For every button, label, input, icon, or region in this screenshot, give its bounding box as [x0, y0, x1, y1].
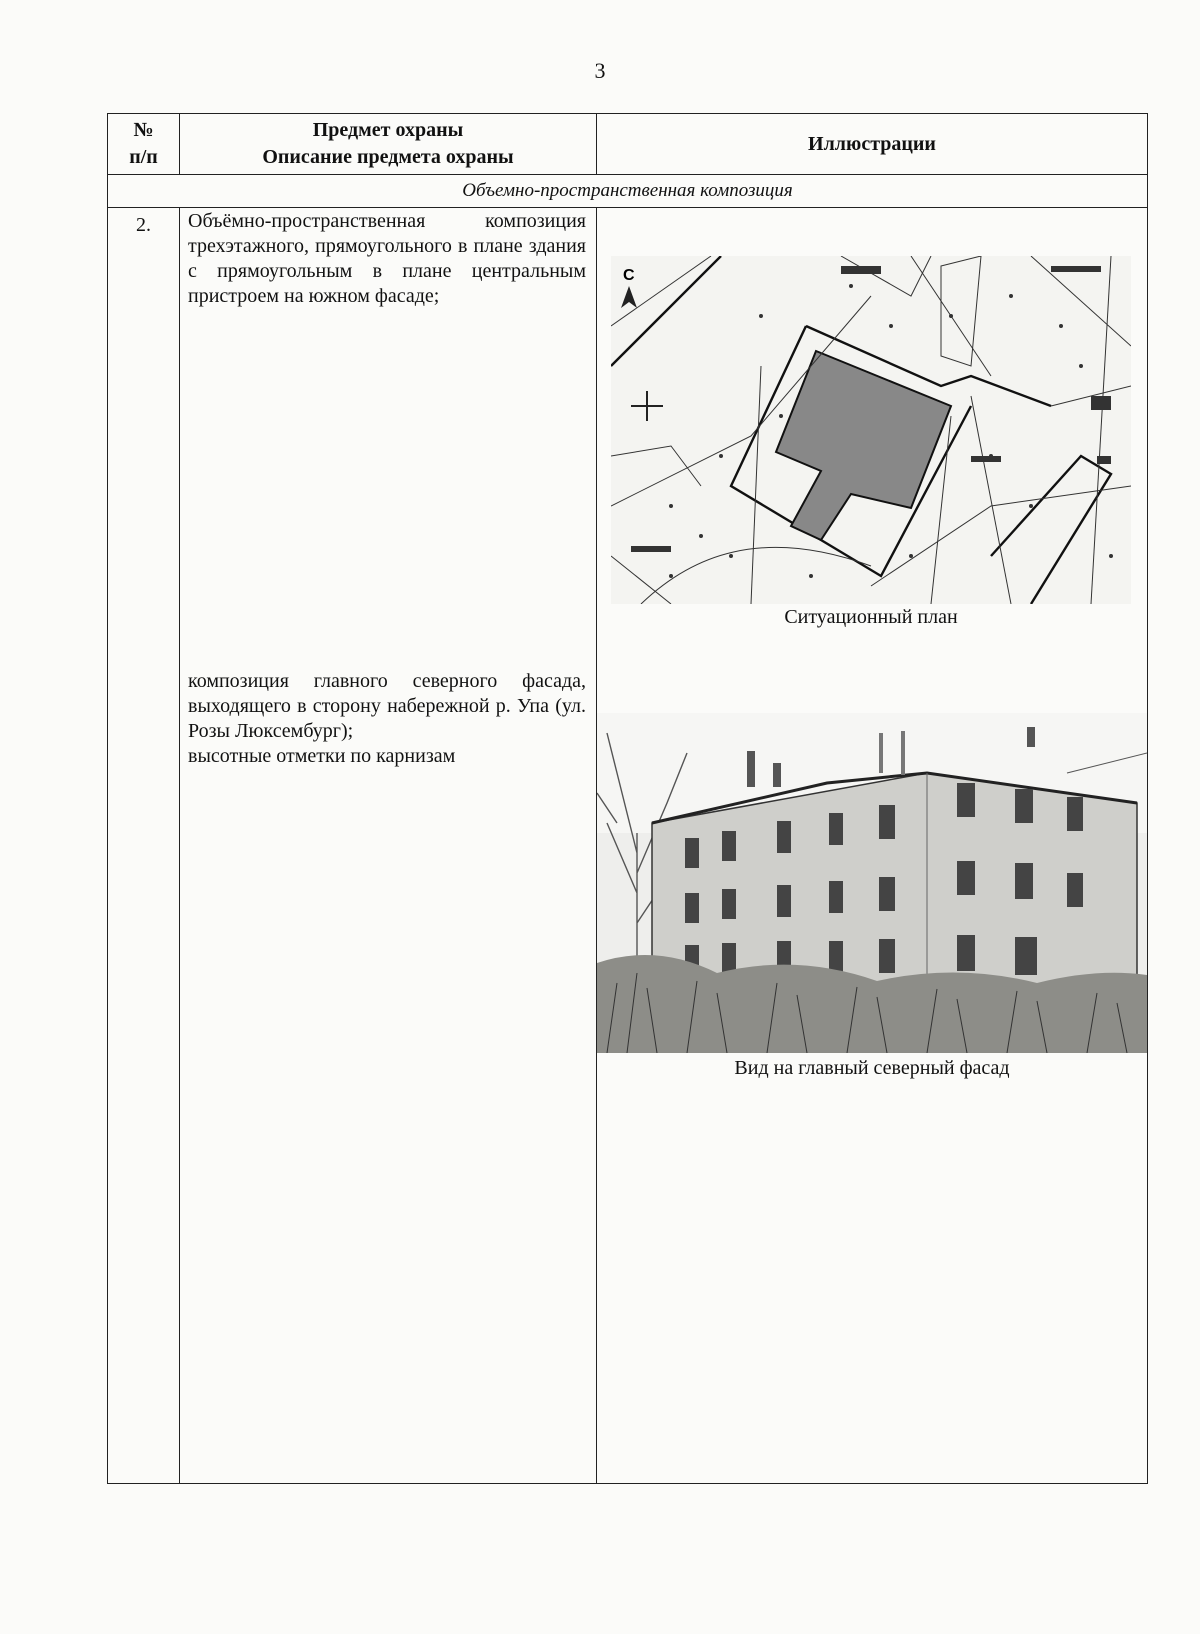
- row-description: [180, 208, 597, 1484]
- description-text-2: композиция главного северного фасада, выходящего в сторону набережной р. Упа (ул. Розы Люксембург);: [188, 670, 586, 742]
- table-header-row: [108, 114, 1148, 175]
- row-illustrations: [597, 208, 1148, 1484]
- description-facade: [180, 669, 596, 769]
- description-text-3: высотные отметки по карнизам: [188, 745, 456, 767]
- north-label: С: [623, 267, 635, 284]
- table-row: [108, 208, 1148, 1484]
- facade-photo-image: [597, 713, 1147, 1053]
- section-row: [108, 175, 1148, 208]
- situation-plan-image: [611, 256, 1131, 604]
- page-number: 3: [594, 58, 606, 83]
- facade-photo-caption: Вид на главный северный фасад: [734, 1057, 1010, 1079]
- row-number: 2.: [108, 208, 180, 1484]
- section-title: Объемно-пространственная композиция: [108, 175, 1148, 208]
- header-number: [108, 114, 180, 175]
- situation-plan-caption: Ситуационный план: [784, 606, 958, 628]
- header-subject-line1: Предмет охраны: [312, 119, 464, 141]
- facade-photo: [597, 713, 1147, 1080]
- header-subject-line2: Описание предмета охраны: [262, 146, 514, 168]
- header-number-line1: №: [133, 119, 154, 141]
- protection-subject-table: [107, 113, 1148, 1484]
- header-subject: [180, 114, 597, 175]
- description-volume: [180, 209, 596, 309]
- situation-plan: [611, 256, 1131, 629]
- header-illustrations: Иллюстрации: [597, 114, 1148, 175]
- header-number-line2: п/п: [129, 146, 158, 168]
- description-text-1: Объёмно-пространственная композиция трехэтажного, прямоугольного в плане здания с прямоугольным в плане центральным пристроем на южном фасаде;: [188, 210, 586, 307]
